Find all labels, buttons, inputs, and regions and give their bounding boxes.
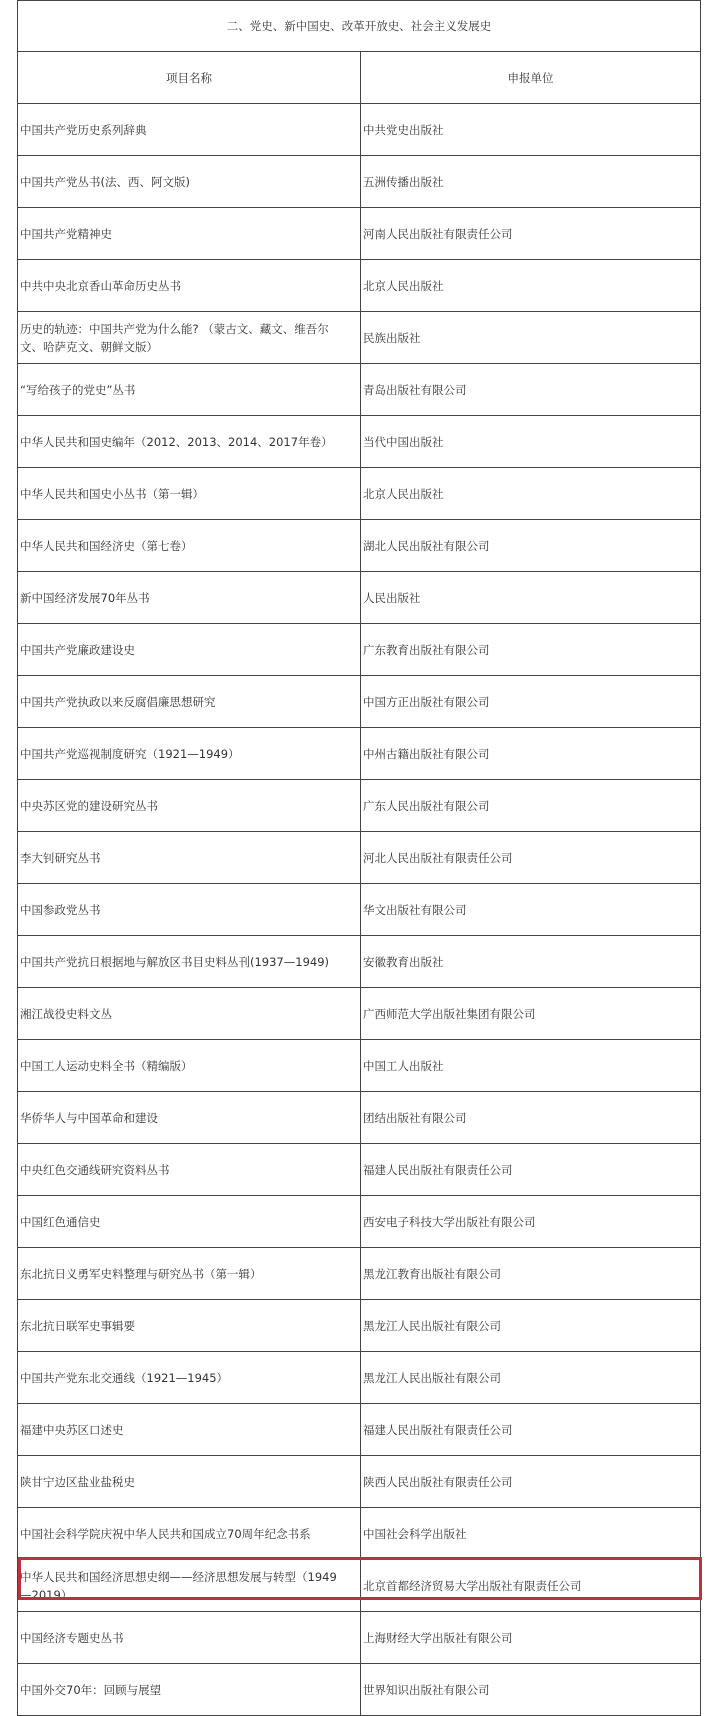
column-header-project-name: 项目名称 xyxy=(18,52,361,104)
table-row xyxy=(18,1352,701,1404)
table-row xyxy=(18,572,701,624)
project-name-cell: 中国社会科学院庆祝中华人民共和国成立70周年纪念书系 xyxy=(18,1508,361,1560)
applicant-unit-cell: 福建人民出版社有限责任公司 xyxy=(361,1144,701,1196)
project-name-cell: 中共中央北京香山革命历史丛书 xyxy=(18,260,361,312)
table-row xyxy=(18,1508,701,1560)
applicant-unit-cell: 华文出版社有限公司 xyxy=(361,884,701,936)
table-row xyxy=(18,260,701,312)
table-row xyxy=(18,1560,701,1612)
project-name-cell: 中华人民共和国经济思想史纲——经济思想发展与转型（1949—2019） xyxy=(18,1560,361,1612)
project-name-cell: 中国共产党精神史 xyxy=(18,208,361,260)
applicant-unit-cell: 广东教育出版社有限公司 xyxy=(361,624,701,676)
table-row xyxy=(18,1456,701,1508)
applicant-unit-cell: 民族出版社 xyxy=(361,312,701,364)
project-table xyxy=(17,0,701,1716)
table-row xyxy=(18,1092,701,1144)
applicant-unit-cell: 广西师范大学出版社集团有限公司 xyxy=(361,988,701,1040)
applicant-unit-cell: 中国社会科学出版社 xyxy=(361,1508,701,1560)
project-name-cell: 中国红色通信史 xyxy=(18,1196,361,1248)
table-row xyxy=(18,1300,701,1352)
applicant-unit-cell: 上海财经大学出版社有限公司 xyxy=(361,1612,701,1664)
table-row xyxy=(18,1404,701,1456)
applicant-unit-cell: 北京人民出版社 xyxy=(361,468,701,520)
applicant-unit-cell: 广东人民出版社有限公司 xyxy=(361,780,701,832)
table-row xyxy=(18,208,701,260)
applicant-unit-cell: 黑龙江人民出版社有限公司 xyxy=(361,1352,701,1404)
table-row xyxy=(18,1040,701,1092)
project-name-cell: 中国外交70年：回顾与展望 xyxy=(18,1664,361,1716)
applicant-unit-cell: 安徽教育出版社 xyxy=(361,936,701,988)
project-name-cell: “写给孩子的党史”丛书 xyxy=(18,364,361,416)
table-row xyxy=(18,416,701,468)
table-row xyxy=(18,728,701,780)
applicant-unit-cell: 当代中国出版社 xyxy=(361,416,701,468)
table-row xyxy=(18,988,701,1040)
project-name-cell: 中华人民共和国经济史（第七卷） xyxy=(18,520,361,572)
project-name-cell: 中央苏区党的建设研究丛书 xyxy=(18,780,361,832)
applicant-unit-cell: 人民出版社 xyxy=(361,572,701,624)
applicant-unit-cell: 黑龙江人民出版社有限公司 xyxy=(361,1300,701,1352)
project-name-cell: 新中国经济发展70年丛书 xyxy=(18,572,361,624)
project-name-cell: 东北抗日联军史事辑要 xyxy=(18,1300,361,1352)
applicant-unit-cell: 福建人民出版社有限责任公司 xyxy=(361,1404,701,1456)
project-name-cell: 中华人民共和国史编年（2012、2013、2014、2017年卷） xyxy=(18,416,361,468)
project-name-cell: 李大钊研究丛书 xyxy=(18,832,361,884)
table-row xyxy=(18,1664,701,1716)
project-name-cell: 中国共产党东北交通线（1921—1945） xyxy=(18,1352,361,1404)
table-row xyxy=(18,1144,701,1196)
project-name-cell: 中国共产党廉政建设史 xyxy=(18,624,361,676)
table-row xyxy=(18,1196,701,1248)
project-name-cell: 中国参政党丛书 xyxy=(18,884,361,936)
column-header-applicant-unit: 申报单位 xyxy=(361,52,701,104)
project-name-cell: 中国共产党丛书(法、西、阿文版) xyxy=(18,156,361,208)
section-title: 二、党史、新中国史、改革开放史、社会主义发展史 xyxy=(18,1,701,52)
applicant-unit-cell: 河南人民出版社有限责任公司 xyxy=(361,208,701,260)
table-row xyxy=(18,676,701,728)
applicant-unit-cell: 西安电子科技大学出版社有限公司 xyxy=(361,1196,701,1248)
applicant-unit-cell: 中共党史出版社 xyxy=(361,104,701,156)
table-row xyxy=(18,520,701,572)
applicant-unit-cell: 青岛出版社有限公司 xyxy=(361,364,701,416)
project-name-cell: 中国共产党历史系列辞典 xyxy=(18,104,361,156)
applicant-unit-cell: 中国方正出版社有限公司 xyxy=(361,676,701,728)
table-row xyxy=(18,884,701,936)
applicant-unit-cell: 北京人民出版社 xyxy=(361,260,701,312)
applicant-unit-cell: 湖北人民出版社有限公司 xyxy=(361,520,701,572)
table-row xyxy=(18,364,701,416)
applicant-unit-cell: 黑龙江教育出版社有限公司 xyxy=(361,1248,701,1300)
table-row xyxy=(18,312,701,364)
applicant-unit-cell: 中国工人出版社 xyxy=(361,1040,701,1092)
table-row xyxy=(18,624,701,676)
project-name-cell: 华侨华人与中国革命和建设 xyxy=(18,1092,361,1144)
applicant-unit-cell: 陕西人民出版社有限责任公司 xyxy=(361,1456,701,1508)
applicant-unit-cell: 中州古籍出版社有限公司 xyxy=(361,728,701,780)
project-name-cell: 中央红色交通线研究资料丛书 xyxy=(18,1144,361,1196)
project-name-cell: 中国工人运动史料全书（精编版） xyxy=(18,1040,361,1092)
applicant-unit-cell: 团结出版社有限公司 xyxy=(361,1092,701,1144)
applicant-unit-cell: 北京首都经济贸易大学出版社有限责任公司 xyxy=(361,1560,701,1612)
table-row xyxy=(18,104,701,156)
applicant-unit-cell: 五洲传播出版社 xyxy=(361,156,701,208)
table-row xyxy=(18,1248,701,1300)
applicant-unit-cell: 世界知识出版社有限公司 xyxy=(361,1664,701,1716)
project-name-cell: 中国共产党巡视制度研究（1921—1949） xyxy=(18,728,361,780)
table-body xyxy=(18,1,701,1716)
table-row xyxy=(18,780,701,832)
table-row xyxy=(18,936,701,988)
project-name-cell: 陕甘宁边区盐业盐税史 xyxy=(18,1456,361,1508)
table-row xyxy=(18,1612,701,1664)
project-name-cell: 福建中央苏区口述史 xyxy=(18,1404,361,1456)
section-title-row xyxy=(18,1,701,52)
project-name-cell: 中华人民共和国史小丛书（第一辑） xyxy=(18,468,361,520)
table-row xyxy=(18,156,701,208)
project-name-cell: 中国共产党执政以来反腐倡廉思想研究 xyxy=(18,676,361,728)
header-row xyxy=(18,52,701,104)
project-name-cell: 历史的轨迹：中国共产党为什么能? （蒙古文、藏文、维吾尔文、哈萨克文、朝鲜文版） xyxy=(18,312,361,364)
table-row xyxy=(18,832,701,884)
project-name-cell: 东北抗日义勇军史料整理与研究丛书（第一辑） xyxy=(18,1248,361,1300)
project-name-cell: 中国经济专题史丛书 xyxy=(18,1612,361,1664)
project-name-cell: 中国共产党抗日根据地与解放区书目史料丛刊(1937—1949) xyxy=(18,936,361,988)
table-row xyxy=(18,468,701,520)
project-name-cell: 湘江战役史料文丛 xyxy=(18,988,361,1040)
applicant-unit-cell: 河北人民出版社有限责任公司 xyxy=(361,832,701,884)
